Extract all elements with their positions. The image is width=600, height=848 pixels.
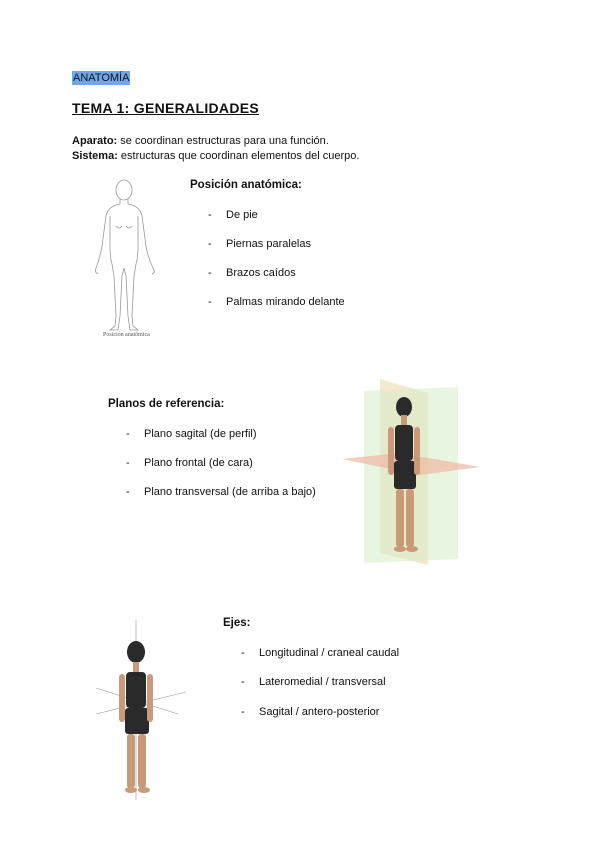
list-item-text: Brazos caídos <box>226 267 296 279</box>
list-item <box>241 675 386 689</box>
list-item-text: Lateromedial / transversal <box>259 676 386 688</box>
list-item-text: Piernas paralelas <box>226 238 311 250</box>
list-dash: - <box>208 209 212 221</box>
subject-tag: ANATOMÍA <box>73 72 130 84</box>
definition-term: Sistema: <box>72 150 118 162</box>
anatomical-position-figure <box>86 176 166 341</box>
reference-planes-figure <box>340 377 485 569</box>
list-dash: - <box>241 647 245 659</box>
page-title: TEMA 1: GENERALIDADES <box>72 100 260 116</box>
list-item-text: De pie <box>226 209 258 221</box>
figure-caption: Posición anatómica <box>103 332 150 338</box>
section-heading-ejes: Ejes: <box>223 617 251 629</box>
list-item <box>126 456 253 470</box>
list-dash: - <box>208 267 212 279</box>
list-item <box>241 705 379 719</box>
list-item-text: Palmas mirando delante <box>226 296 345 308</box>
definition-text: se coordinan estructuras para una función. <box>117 135 329 147</box>
list-dash: - <box>241 706 245 718</box>
list-item <box>208 266 296 280</box>
list-item <box>126 427 257 441</box>
definition-aparato <box>72 134 329 148</box>
list-item-text: Sagital / antero-posterior <box>259 706 380 718</box>
list-dash: - <box>208 238 212 250</box>
definition-text: estructuras que coordinan elementos del cuerpo. <box>117 150 360 162</box>
list-dash: - <box>208 296 212 308</box>
list-dash: - <box>126 486 130 498</box>
list-item-text: Plano frontal (de cara) <box>144 457 253 469</box>
list-dash: - <box>241 676 245 688</box>
list-item-text: Longitudinal / craneal caudal <box>259 647 400 659</box>
list-item <box>126 485 316 499</box>
definition-sistema <box>72 149 359 163</box>
axes-figure <box>92 618 202 802</box>
section-heading-planos: Planos de referencia: <box>108 398 225 410</box>
list-item <box>241 646 399 660</box>
list-item <box>208 295 345 309</box>
list-item-text: Plano sagital (de perfil) <box>144 428 257 440</box>
list-dash: - <box>126 428 130 440</box>
list-dash: - <box>126 457 130 469</box>
section-heading-posicion: Posición anatómica: <box>190 179 302 191</box>
list-item <box>208 208 258 222</box>
definition-term: Aparato: <box>72 135 118 147</box>
list-item-text: Plano transversal (de arriba a bajo) <box>144 486 316 498</box>
list-item <box>208 237 311 251</box>
